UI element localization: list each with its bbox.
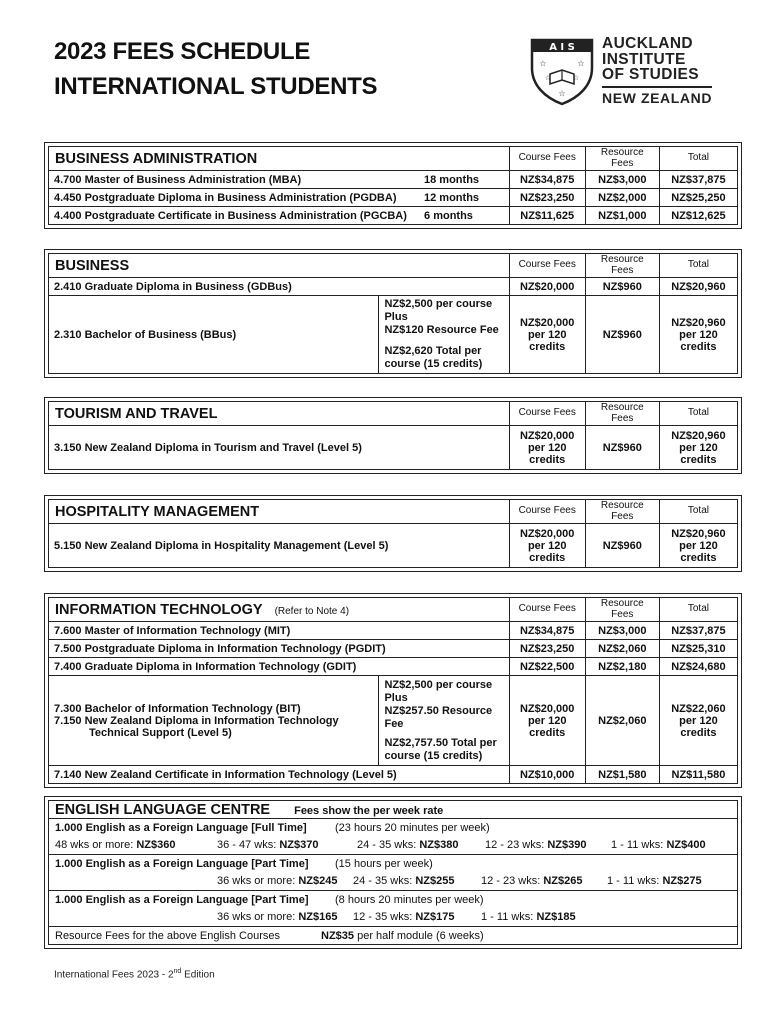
title-line-1: 2023 FEES SCHEDULE: [54, 38, 311, 65]
logo-line-4: NEW ZEALAND: [602, 86, 712, 107]
program-name: 7.600 Master of Information Technology (MIT): [49, 622, 510, 640]
tourism-travel-section: [44, 397, 742, 474]
col-resource-fees: Resource Fees: [585, 598, 659, 622]
per-course-fee-note: NZ$2,500 per course Plus NZ$257.50 Resource Fee NZ$2,757.50 Total per course (15 credits): [379, 676, 509, 766]
page-title: [54, 34, 377, 104]
program-name: 7.140 New Zealand Certificate in Information Technology (Level 5): [49, 766, 510, 784]
shield-logo-icon: [528, 32, 596, 106]
program-name: 2.410 Graduate Diploma in Business (GDBus): [49, 278, 510, 296]
table-row: [49, 622, 738, 640]
col-course-fees: Course Fees: [509, 500, 585, 524]
table-header-row: [49, 801, 738, 819]
course-title: 1.000 English as a Foreign Language [Full Time]: [55, 821, 307, 834]
section-heading: ENGLISH LANGUAGE CENTRE Fees show the per week rate: [49, 801, 738, 819]
program-name: 4.450 Postgraduate Diploma in Business Administration (PGDBA): [49, 189, 420, 207]
resource-fee: NZ$960: [585, 524, 659, 568]
rate-tier: 36 - 47 wks: NZ$370: [217, 839, 319, 852]
col-course-fees: Course Fees: [509, 147, 585, 171]
table-header-row: [49, 147, 738, 171]
course-hours: (23 hours 20 minutes per week): [335, 821, 490, 834]
col-total: Total: [659, 402, 737, 426]
rate-row: [49, 873, 738, 891]
resource-fee: NZ$960: [585, 296, 659, 374]
resource-fee: NZ$3,000: [585, 171, 659, 189]
program-name: 7.500 Postgraduate Diploma in Information Technology (PGDIT): [49, 640, 510, 658]
resource-fee: NZ$2,000: [585, 189, 659, 207]
total-fee: NZ$20,960 per 120 credits: [659, 426, 737, 470]
table-row: [49, 296, 738, 374]
program-name: 2.310 Bachelor of Business (BBus): [49, 296, 379, 374]
table-row: [49, 171, 738, 189]
table-row: [49, 676, 738, 766]
col-total: Total: [659, 500, 737, 524]
institute-logo: [528, 32, 728, 108]
business-administration-table: [48, 146, 738, 225]
table-row: [49, 766, 738, 784]
resource-fee-suffix: per half module (6 weeks): [354, 929, 484, 942]
total-fee: NZ$37,875: [659, 622, 737, 640]
resource-fee-label: Resource Fees for the above English Courses: [55, 929, 281, 942]
course-title-row: [49, 819, 738, 837]
svg-text:☆: ☆: [558, 89, 566, 98]
svg-text:☆: ☆: [539, 59, 547, 68]
course-fee: NZ$20,000 per 120 credits: [509, 676, 585, 766]
course-hours: (15 hours per week): [335, 857, 433, 870]
table-row: [49, 658, 738, 676]
total-fee: NZ$20,960 per 120 credits: [659, 524, 737, 568]
total-fee: NZ$11,580: [659, 766, 737, 784]
information-technology-section: [44, 593, 742, 788]
total-fee: NZ$20,960 per 120 credits: [659, 296, 737, 374]
title-line-2: INTERNATIONAL STUDENTS: [54, 73, 378, 100]
rate-tier: 1 - 11 wks: NZ$185: [481, 911, 576, 924]
course-fee: NZ$34,875: [509, 171, 585, 189]
course-fee: NZ$11,625: [509, 207, 585, 225]
table-row: [49, 426, 738, 470]
program-name: 3.150 New Zealand Diploma in Tourism and Travel (Level 5): [49, 426, 510, 470]
english-language-centre-section: [44, 796, 742, 949]
table-row: [49, 640, 738, 658]
total-fee: NZ$25,310: [659, 640, 737, 658]
course-fee: NZ$10,000: [509, 766, 585, 784]
rate-tier: 24 - 35 wks: NZ$255: [353, 875, 455, 888]
program-name: 4.700 Master of Business Administration (MBA): [49, 171, 420, 189]
resource-fee: NZ$1,580: [585, 766, 659, 784]
col-course-fees: Course Fees: [509, 598, 585, 622]
business-administration-section: [44, 142, 742, 229]
course-fee: NZ$20,000: [509, 278, 585, 296]
resource-fee: NZ$960: [585, 278, 659, 296]
total-fee: NZ$37,875: [659, 171, 737, 189]
table-header-row: [49, 598, 738, 622]
col-total: Total: [659, 147, 737, 171]
svg-text:☆: ☆: [572, 75, 580, 82]
program-duration: 12 months: [419, 189, 509, 207]
col-resource-fees: Resource Fees: [585, 147, 659, 171]
program-name: 7.300 Bachelor of Information Technology (BIT) 7.150 New Zealand Diploma in Information Technology Technical Support (Level 5): [49, 676, 379, 766]
total-fee: NZ$24,680: [659, 658, 737, 676]
edition-footer: International Fees 2023 - 2nd Edition: [54, 968, 215, 981]
program-duration: 18 months: [419, 171, 509, 189]
per-course-fee-note: NZ$2,500 per course Plus NZ$120 Resource Fee NZ$2,620 Total per course (15 credits): [379, 296, 509, 374]
course-title: 1.000 English as a Foreign Language [Part Time]: [55, 893, 309, 906]
course-fee: NZ$22,500: [509, 658, 585, 676]
resource-fee: NZ$2,060: [585, 640, 659, 658]
rate-row: [49, 909, 738, 927]
course-title: 1.000 English as a Foreign Language [Part Time]: [55, 857, 309, 870]
svg-text:☆: ☆: [544, 75, 552, 82]
col-course-fees: Course Fees: [509, 254, 585, 278]
business-table: [48, 253, 738, 374]
course-title-row: [49, 891, 738, 909]
rate-tier: 12 - 23 wks: NZ$265: [481, 875, 583, 888]
course-fee: NZ$23,250: [509, 640, 585, 658]
course-fee: NZ$20,000 per 120 credits: [509, 524, 585, 568]
section-heading: HOSPITALITY MANAGEMENT: [49, 500, 510, 524]
resource-fee: NZ$2,060: [585, 676, 659, 766]
table-row: [49, 278, 738, 296]
resource-fee-row: [49, 927, 738, 945]
logo-line-2: INSTITUTE: [602, 50, 686, 68]
col-resource-fees: Resource Fees: [585, 500, 659, 524]
logo-line-3: OF STUDIES: [602, 66, 700, 83]
svg-text:☆: ☆: [577, 59, 585, 68]
program-name: 5.150 New Zealand Diploma in Hospitality Management (Level 5): [49, 524, 510, 568]
total-fee: NZ$12,625: [659, 207, 737, 225]
col-resource-fees: Resource Fees: [585, 254, 659, 278]
rate-tier: 12 - 35 wks: NZ$175: [353, 911, 455, 924]
program-duration: 6 months: [419, 207, 509, 225]
information-technology-table: [48, 597, 738, 784]
section-heading: TOURISM AND TRAVEL: [49, 402, 510, 426]
program-name: 4.400 Postgraduate Certificate in Business Administration (PGCBA): [49, 207, 420, 225]
col-course-fees: Course Fees: [509, 402, 585, 426]
rate-tier: 12 - 23 wks: NZ$390: [485, 839, 587, 852]
per-week-note: Fees show the per week rate: [294, 804, 444, 817]
rate-tier: 48 wks or more: NZ$360: [55, 839, 176, 852]
course-title-row: [49, 855, 738, 873]
resource-fee: NZ$3,000: [585, 622, 659, 640]
business-section: [44, 249, 742, 378]
hospitality-table: [48, 499, 738, 568]
table-row: [49, 189, 738, 207]
section-heading: INFORMATION TECHNOLOGY (Refer to Note 4): [49, 598, 510, 622]
course-fee: NZ$20,000 per 120 credits: [509, 426, 585, 470]
resource-fee: NZ$960: [585, 426, 659, 470]
english-language-table: [48, 800, 738, 945]
logo-wordmark: [602, 36, 712, 106]
rate-tier: 36 wks or more: NZ$245: [217, 875, 338, 888]
total-fee: NZ$22,060 per 120 credits: [659, 676, 737, 766]
col-resource-fees: Resource Fees: [585, 402, 659, 426]
hospitality-section: [44, 495, 742, 572]
note-reference: (Refer to Note 4): [274, 605, 350, 617]
rate-tier: 1 - 11 wks: NZ$275: [607, 875, 702, 888]
section-heading: BUSINESS ADMINISTRATION: [49, 147, 510, 171]
total-fee: NZ$20,960: [659, 278, 737, 296]
rate-tier: 36 wks or more: NZ$165: [217, 911, 338, 924]
resource-fee: NZ$1,000: [585, 207, 659, 225]
logo-badge-text: A I S: [549, 42, 575, 53]
table-row: [49, 207, 738, 225]
section-heading: BUSINESS: [49, 254, 510, 278]
program-name: 7.400 Graduate Diploma in Information Technology (GDIT): [49, 658, 510, 676]
table-header-row: [49, 402, 738, 426]
course-hours: (8 hours 20 minutes per week): [335, 893, 484, 906]
rate-tier: 1 - 11 wks: NZ$400: [611, 839, 706, 852]
logo-line-1: AUCKLAND: [602, 35, 694, 52]
table-row: [49, 524, 738, 568]
resource-fee-value: NZ$35: [321, 929, 355, 942]
rate-row: [49, 837, 738, 855]
course-fee: NZ$23,250: [509, 189, 585, 207]
table-header-row: [49, 254, 738, 278]
col-total: Total: [659, 254, 737, 278]
col-total: Total: [659, 598, 737, 622]
course-fee: NZ$20,000 per 120 credits: [509, 296, 585, 374]
course-fee: NZ$34,875: [509, 622, 585, 640]
rate-tier: 24 - 35 wks: NZ$380: [357, 839, 459, 852]
tourism-travel-table: [48, 401, 738, 470]
table-header-row: [49, 500, 738, 524]
total-fee: NZ$25,250: [659, 189, 737, 207]
resource-fee: NZ$2,180: [585, 658, 659, 676]
